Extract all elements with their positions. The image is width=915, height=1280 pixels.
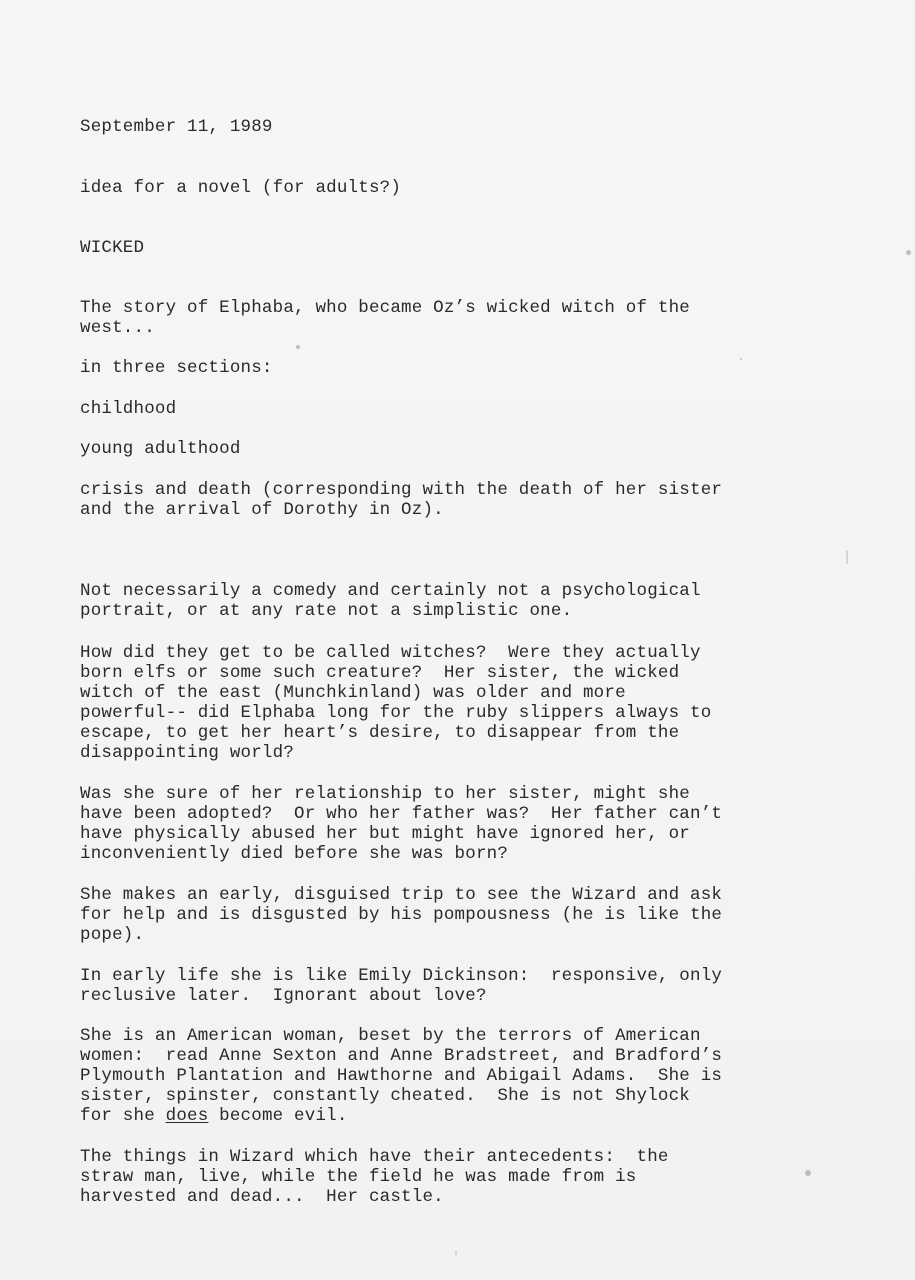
paragraph-7-line-2: straw man, live, while the field he was made from is (80, 1167, 637, 1187)
paragraph-2-line-5: escape, to get her heart’s desire, to disappear from the (80, 723, 680, 743)
paragraph-5-line-2: reclusive later. Ignorant about love? (80, 986, 487, 1006)
paragraph-6-line-1: She is an American woman, beset by the terrors of American (80, 1026, 701, 1046)
paragraph-4-line-3: pope). (80, 925, 145, 945)
paper-speck (455, 1250, 457, 1256)
sections-intro: in three sections: (80, 358, 273, 378)
paragraph-2-line-1: How did they get to be called witches? Were they actually (80, 643, 701, 663)
idea-line: idea for a novel (for adults?) (80, 178, 402, 198)
section-young-adulthood: young adulthood (80, 439, 241, 459)
paragraph-7-line-1: The things in Wizard which have their antecedents: the (80, 1147, 669, 1167)
paragraph-3-line-4: inconveniently died before she was born? (80, 844, 509, 864)
paragraph-4-line-2: for help and is disgusted by his pompousness (he is like the (80, 905, 723, 925)
paper-speck (906, 250, 911, 255)
paragraph-6-line-5 (80, 1106, 348, 1126)
paper-speck (846, 550, 848, 564)
section-childhood: childhood (80, 399, 177, 419)
date-line: September 11, 1989 (80, 117, 273, 137)
paragraph-2-line-6: disappointing world? (80, 743, 295, 763)
paragraph-6-line-2: women: read Anne Sexton and Anne Bradstreet, and Bradford’s (80, 1046, 723, 1066)
section-crisis-line-1: crisis and death (corresponding with the death of her sister (80, 480, 723, 500)
paper-speck (296, 345, 300, 349)
paragraph-5-line-1: In early life she is like Emily Dickinson: responsive, only (80, 966, 723, 986)
paragraph-3-line-2: have been adopted? Or who her father was? Her father can’t (80, 804, 723, 824)
paragraph-6-line-4: sister, spinster, constantly cheated. She is not Shylock (80, 1086, 690, 1106)
section-crisis-line-2: and the arrival of Dorothy in Oz). (80, 500, 444, 520)
paragraph-3-line-1: Was she sure of her relationship to her sister, might she (80, 784, 690, 804)
paragraph-7-line-3: harvested and dead... Her castle. (80, 1187, 444, 1207)
paragraph-3-line-3: have physically abused her but might have ignored her, or (80, 824, 690, 844)
story-line-1: The story of Elphaba, who became Oz’s wicked witch of the (80, 298, 690, 318)
story-line-2: west... (80, 318, 155, 338)
document-title: WICKED (80, 238, 145, 258)
line-5-prefix: for she (80, 1106, 166, 1126)
underlined-does: does (165, 1106, 209, 1126)
paragraph-1-line-2: portrait, or at any rate not a simplistic one. (80, 601, 573, 621)
paragraph-2-line-3: witch of the east (Munchkinland) was older and more (80, 683, 626, 703)
paragraph-2-line-4: powerful-- did Elphaba long for the ruby slippers always to (80, 703, 712, 723)
paper-speck (805, 1170, 811, 1176)
paper-speck (740, 358, 742, 360)
paragraph-4-line-1: She makes an early, disguised trip to see the Wizard and ask (80, 885, 723, 905)
paragraph-6-line-3: Plymouth Plantation and Hawthorne and Abigail Adams. She is (80, 1066, 723, 1086)
paragraph-2-line-2: born elfs or some such creature? Her sister, the wicked (80, 663, 680, 683)
line-5-suffix: become evil. (208, 1106, 348, 1126)
paragraph-1-line-1: Not necessarily a comedy and certainly not a psychological (80, 581, 701, 601)
